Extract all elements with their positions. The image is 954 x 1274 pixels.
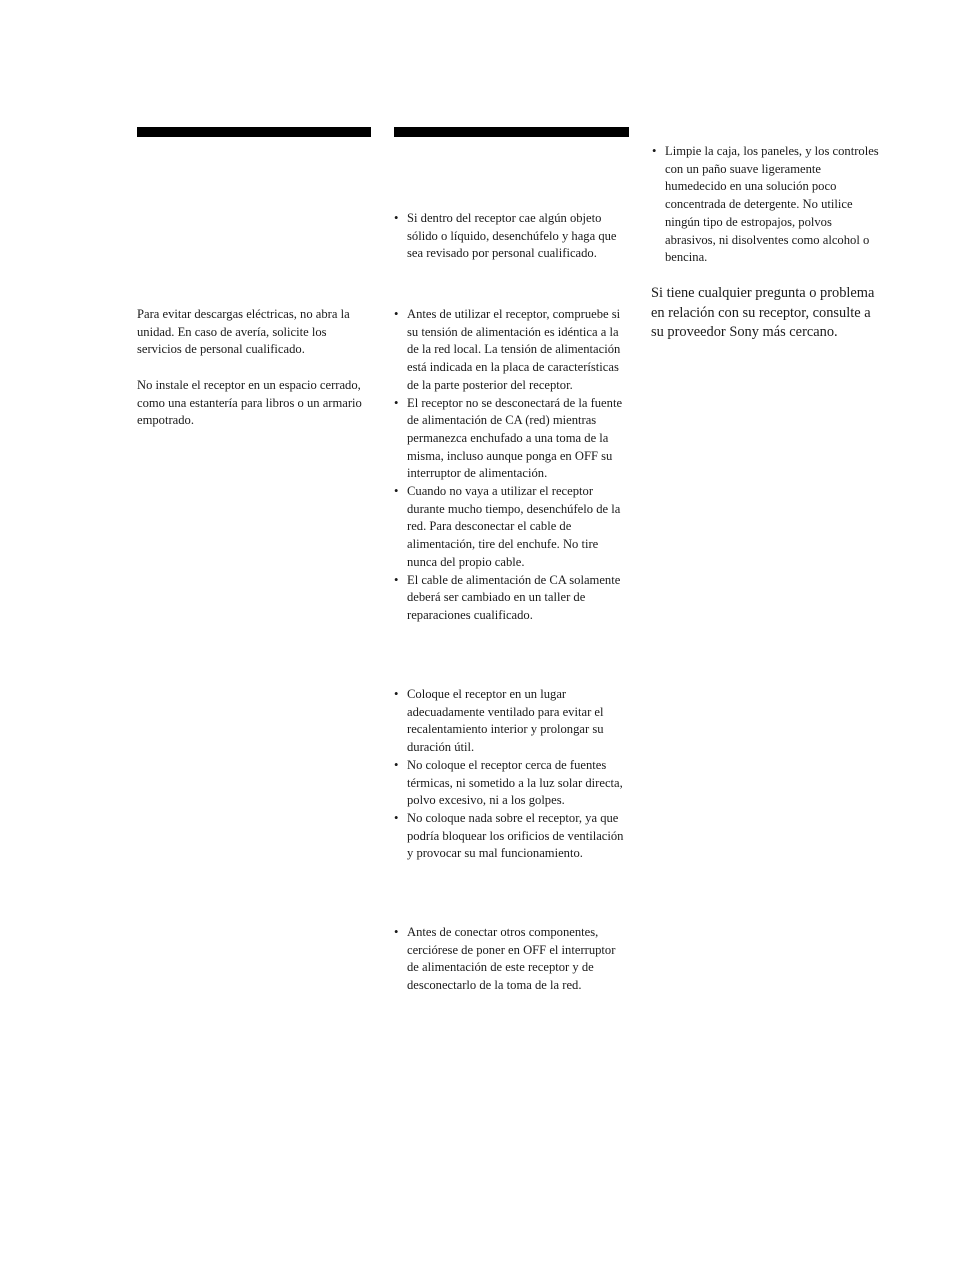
list-item: • Coloque el receptor en un lugar adecuadamente ventilado para evitar el recalentamiento interior y prolongar su duración útil.	[394, 687, 604, 755]
list-item: • El receptor no se desconectará de la fuente de alimentación de CA (red) mientras permanezca enchufado a una toma de la misma, incluso aunque ponga en OFF su interruptor de alimentación.	[394, 395, 623, 481]
list-item: • Antes de conectar otros componentes, cerciórese de poner en OFF el interruptor de alimentación de este receptor y de desconectarlo de la toma de la red.	[394, 925, 616, 993]
precautions-connection-list	[394, 924, 630, 995]
bullet-icon: •	[394, 395, 399, 410]
list-item: • No coloque nada sobre el receptor, ya que podría bloquear los orificios de ventilación y provocar su mal funcionamiento.	[394, 810, 624, 861]
warning-paragraph-shock: Para evitar descargas eléctricas, no abra la unidad. En caso de avería, solicite los servicios de personal cualificado.	[137, 307, 350, 357]
column-2	[394, 210, 630, 263]
list-item: • No coloque el receptor cerca de fuentes térmicas, ni sometido a la luz solar directa, polvo excesivo, ni a los golpes.	[394, 757, 623, 808]
bullet-icon: •	[394, 484, 399, 499]
column-3	[652, 143, 884, 267]
list-item: • Si dentro del receptor cae algún objeto sólido o líquido, desenchúfelo y haga que sea revisado por personal cualificado.	[394, 211, 617, 261]
column-1	[137, 306, 373, 430]
bullet-icon: •	[394, 757, 399, 772]
warning-paragraph-installation: No instale el receptor en un espacio cerrado, como una estantería para libros o un armario empotrado.	[137, 377, 362, 428]
list-item: • Antes de utilizar el receptor, compruebe si su tensión de alimentación es idéntica a la de la red local. La tensión de alimentación está indicada en la placa de características de la parte posterior del receptor.	[394, 307, 621, 392]
list-item: • Limpie la caja, los paneles, y los controles con un paño suave ligeramente humedecido en una solución poco concentrada de detergente. No utilice ningún tipo de estropajos, polvos abrasivos, ni disolventes como alcohol o bencina.	[652, 144, 879, 265]
bullet-icon: •	[394, 572, 399, 587]
bullet-icon: •	[652, 144, 657, 158]
column-2-installation	[394, 686, 630, 863]
bullet-icon: •	[394, 687, 399, 701]
closing-paragraph: Si tiene cualquier pregunta o problema en relación con su receptor, consulte a su proveedor Sony más cercano.	[651, 285, 875, 341]
list-item: • Cuando no vaya a utilizar el receptor durante mucho tiempo, desenchúfelo de la red. Para desconectar el cable de alimentación, tire del enchufe. No tire nunca del propio cable.	[394, 484, 621, 569]
list-item: • El cable de alimentación de CA solamente deberá ser cambiado en un taller de reparaciones cualificado.	[394, 572, 621, 622]
column-3-closing	[651, 284, 881, 343]
bullet-icon: •	[394, 211, 399, 225]
precautions-installation-list	[394, 686, 630, 863]
column-2-heading-rule	[394, 127, 629, 137]
column-1-heading-rule	[137, 127, 371, 137]
precautions-safety-list	[394, 210, 630, 263]
bullet-icon: •	[394, 810, 399, 825]
column-2-power	[394, 306, 630, 625]
precautions-power-list	[394, 306, 630, 625]
bullet-icon: •	[394, 307, 399, 321]
bullet-icon: •	[394, 925, 399, 939]
column-2-connection	[394, 924, 630, 995]
cleaning-list	[652, 143, 884, 267]
